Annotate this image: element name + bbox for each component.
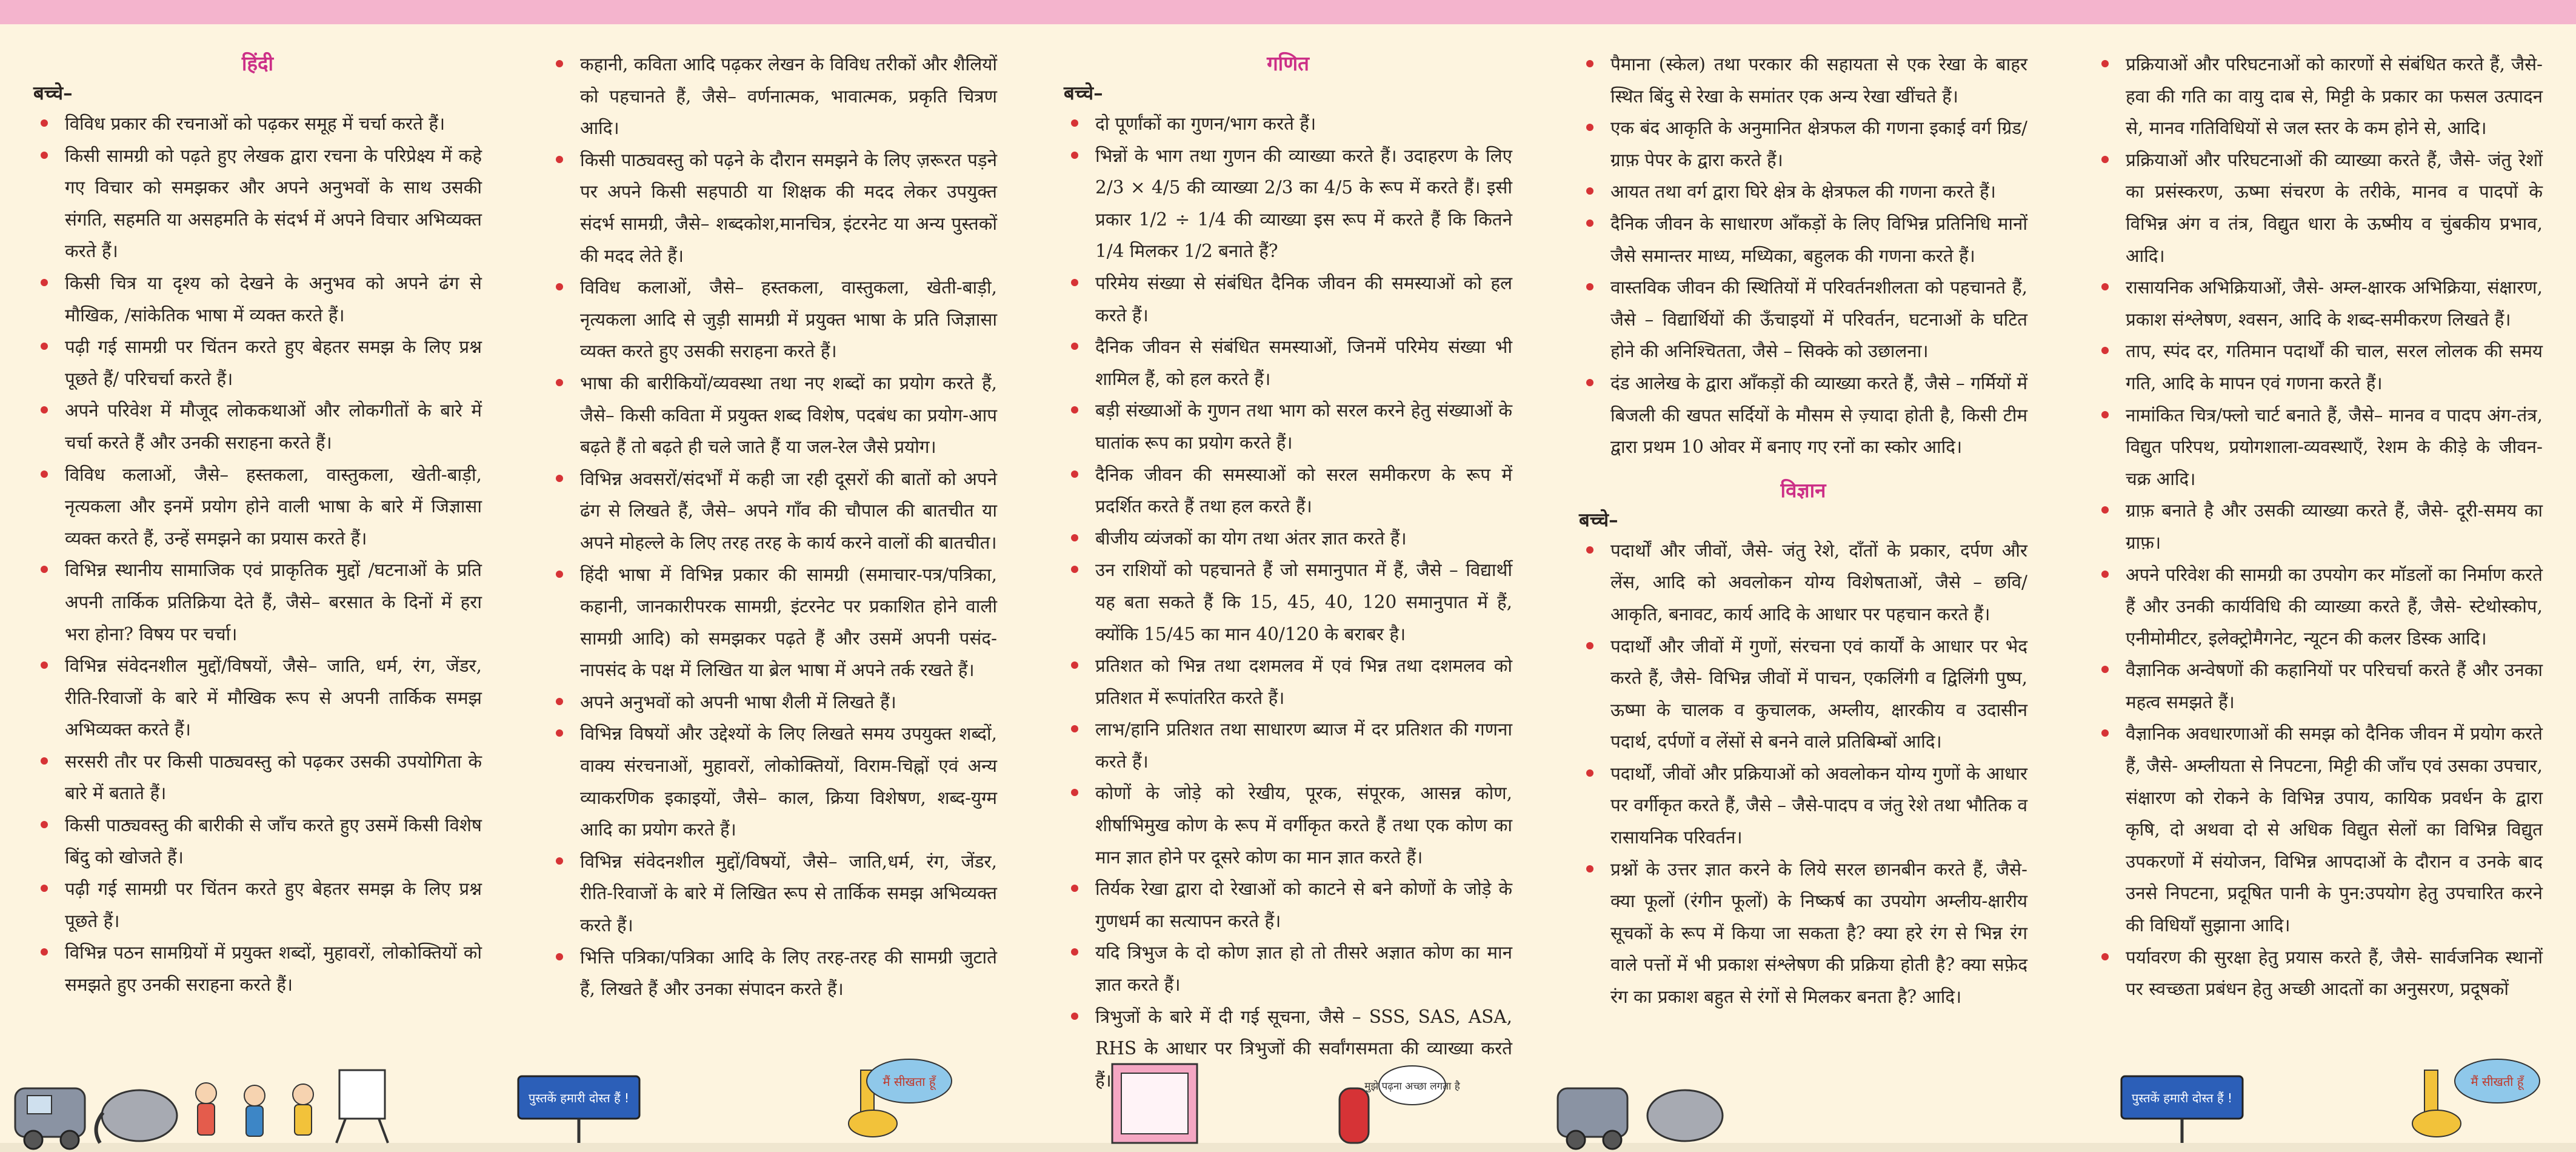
subject-heading-hindi: हिंदी: [241, 52, 274, 75]
list-item: लाभ/हानि प्रतिशत तथा साधारण ब्याज में दर प्रतिशत की गणना करते हैं।: [1064, 714, 1512, 777]
column-hindi-2: [549, 49, 997, 1005]
list-item: किसी पाठ्यवस्तु की बारीकी से जाँच करते हुए उसमें किसी विशेष बिंदु को खोजते हैं।: [33, 809, 482, 873]
list-item: अपने अनुभवों को अपनी भाषा शैली में लिखते हैं।: [549, 686, 997, 718]
list-item: कोणों के जोड़े को रेखीय, पूरक, संपूरक, आसन्न कोण, शीर्षाभिमुख कोण के रूप में वर्गीकृत करते हैं तथा एक कोण का मान ज्ञात होने पर दूसरे कोण का मान ज्ञात करते हैं।: [1064, 777, 1512, 873]
list-item: प्रतिशत को भिन्न तथा दशमलव में एवं भिन्न तथा दशमलव को प्रतिशत में रूपांतरित करते हैं।: [1064, 650, 1512, 714]
list-item: किसी पाठ्यवस्तु को पढ़ने के दौरान समझने के लिए ज़रूरत पड़ने पर अपने किसी सहपाठी या शिक्षक की मदद लेकर उपयुक्त संदर्भ सामग्री, जैसे– शब्दकोश,मानचित्र, इंटरनेट या अन्य पुस्तकों की मदद लेते हैं।: [549, 144, 997, 272]
list-item: दैनिक जीवन के साधारण आँकड़ों के लिए विभिन्न प्रतिनिधि मानों जैसे समान्तर माध्य, मध्यिका, बहुलक की गणना करते हैं।: [1579, 208, 2027, 272]
list-item: वैज्ञानिक अन्वेषणों की कहानियों पर परिचर्चा करते हैं और उनका महत्व समझते हैं।: [2094, 654, 2543, 718]
easel-illustration: [336, 1070, 388, 1143]
list-item: विविध कलाओं, जैसे– हस्तकला, वास्तुकला, खेती-बाड़ी, नृत्यकला और इनमें प्रयोग होने वाली भाषा के बारे में जिज्ञासा व्यक्त करते हैं, उन्हें समझने का प्रयास करते हैं।: [33, 459, 482, 555]
list-item: विविध प्रकार की रचनाओं को पढ़कर समूह में चर्चा करते हैं।: [33, 108, 482, 140]
train-illustration: [1558, 1088, 1627, 1149]
outcome-list: [1064, 108, 1512, 1096]
list-item: त्रिभुजों के बारे में दी गई सूचना, जैसे – SSS, SAS, ASA, RHS के आधार पर त्रिभुजों की सर्वांगसमता की व्याख्या करते हैं।: [1064, 1001, 1512, 1097]
list-item: पैमाना (स्केल) तथा परकार की सहायता से एक रेखा के बाहर स्थित बिंदु से रेखा के समांतर एक अन्य रेखा खींचते हैं।: [1579, 49, 2027, 112]
list-item: विभिन्न स्थानीय सामाजिक एवं प्राकृतिक मुद्दों /घटनाओं के प्रति अपनी तार्किक प्रतिक्रिया देते हैं, जैसे– बरसात के दिनों में हरा भरा होना? विषय पर चर्चा।: [33, 554, 482, 650]
ground-strip: [0, 1143, 2576, 1152]
learners-heading: बच्चे–: [1579, 509, 1618, 531]
list-item: बड़ी संख्याओं के गुणन तथा भाग को सरल करने हेतु संख्याओं के घातांक रूप का प्रयोग करते हैं।: [1064, 395, 1512, 458]
list-item: नामांकित चित्र/फ्लो चार्ट बनाते हैं, जैसे– मानव व पादप अंग-तंत्र, विद्युत परिपथ, प्रयोगशाला-व्यवस्थाएँ, रेशम के कीड़े के जीवन-चक्र आदि।: [2094, 400, 2543, 495]
subject-heading-maths: गणित: [1267, 52, 1309, 75]
list-item: विभिन्न विषयों और उद्देश्यों के लिए लिखते समय उपयुक्त शब्दों, वाक्य संरचनाओं, मुहावरों, लोकोक्तियों, विराम-चिह्नों एवं अन्य व्याकरणिक इकाइयों, जैसे– काल, क्रिया विशेषण, शब्द-युग्म आदि का प्रयोग करते हैं।: [549, 718, 997, 845]
list-item: प्रक्रियाओं और परिघटनाओं को कारणों से संबंधित करते हैं, जैसे- हवा की गति का वायु दाब से, मिट्टी के प्रकार का फसल उत्पादन से, मानव गतिविधियों से जल स्तर के कम होने से, आदि।: [2094, 49, 2543, 144]
list-item: भिन्नों के भाग तथा गुणन की व्याख्या करते हैं। उदाहरण के लिए 2/3 × 4/5 की व्याख्या 2/3 का 4/5 के रूप में करते हैं। इसी प्रकार 1/2 ÷ 1/4 की व्याख्या इस रूप में करते हैं कि कितने 1/4 मिलकर 1/2 बनाते हैं?: [1064, 140, 1512, 267]
list-item: दो पूर्णांकों का गुणन/भाग करते हैं।: [1064, 108, 1512, 140]
list-item: वास्तविक जीवन की स्थितियों में परिवर्तनशीलता को पहचानते हैं, जैसे – विद्यार्थियों की ऊँचाइयों में परिवर्तन, घटनाओं के घटित होने की अनिश्चितता, जैसे – सिक्के को उछालना।: [1579, 272, 2027, 367]
list-item: बीजीय व्यंजकों का योग तथा अंतर ज्ञात करते हैं।: [1064, 523, 1512, 555]
list-item: प्रश्नों के उत्तर ज्ञात करने के लिये सरल छानबीन करते हैं, जैसे- क्या फूलों (रंगीन फूलों) के निष्कर्ष का उपयोग अम्लीय-क्षारीय सूचकों के रूप में किया जा सकता है? क्या हरे रंग से भिन्न रंग वाले पत्तों में भी प्रकाश संश्लेषण की प्रक्रिया होती है? क्या सफ़ेद रंग का प्रकाश बहुत से रंगों से मिलकर बनता है? आदि।: [1579, 854, 2027, 1013]
list-item: पदार्थों और जीवों में गुणों, संरचना एवं कार्यों के आधार पर भेद करते हैं, जैसे- विभिन्न जीवों में पाचन, एकलिंगी व द्विलिंगी पुष्प, ऊष्मा के चालक व कुचालक, अम्लीय, क्षारकीय व उदासीन पदार्थ, दर्पणों व लेंसों से बनने वाले प्रतिबिम्बों आदि।: [1579, 631, 2027, 758]
column-maths: [1064, 49, 1512, 1096]
giraffe-illustration: [2412, 1070, 2461, 1137]
speech-bubble-text: मैं सीखती हूँ: [2471, 1074, 2524, 1089]
elephant-illustration: [1647, 1090, 1723, 1141]
column-hindi-1: [33, 49, 482, 1001]
list-item: कहानी, कविता आदि पढ़कर लेखन के विविध तरीकों और शैलियों को पहचानते हैं, जैसे– वर्णनात्मक, भावात्मक, प्रकृति चित्रण आदि।: [549, 49, 997, 144]
list-item: ताप, स्पंद दर, गतिमान पदार्थों की चाल, सरल लोलक की समय गति, आदि के मापन एवं गणना करते हैं।: [2094, 335, 2543, 399]
list-item: यदि त्रिभुज के दो कोण ज्ञात हो तो तीसरे अज्ञात कोण का मान ज्ञात करते हैं।: [1064, 937, 1512, 1000]
list-item: दंड आलेख के द्वारा आँकड़ों की व्याख्या करते हैं, जैसे – गर्मियों में बिजली की खपत सर्दियों के मौसम से ज़्यादा होती है, किसी टीम द्वारा प्रथम 10 ओवर में बनाए गए रनों का स्कोर आदि।: [1579, 367, 2027, 463]
list-item: अपने परिवेश में मौजूद लोककथाओं और लोकगीतों के बारे में चर्चा करते हैं और उनकी सराहना करते हैं।: [33, 395, 482, 458]
list-item: भाषा की बारीकियों/व्यवस्था तथा नए शब्दों का प्रयोग करते हैं, जैसे– किसी कविता में प्रयुक्त शब्द विशेष, पदबंध का प्रयोग-आप बढ़ते हैं तो बढ़ते ही चले जाते हैं या जल-रेल जैसे प्रयोग।: [549, 367, 997, 463]
signboard: [518, 1076, 639, 1143]
list-item: विभिन्न संवेदनशील मुद्दों/विषयों, जैसे– जाति,धर्म, रंग, जेंडर, रीति-रिवाजों के बारे में लिखित रूप से तार्किक समझ अभिव्यक्त करते हैं।: [549, 846, 997, 942]
list-item: पदार्थों और जीवों, जैसे- जंतु रेशे, दाँतों के प्रकार, दर्पण और लेंस, आदि को अवलोकन योग्य विशेषताओं, जैसे – छवि/ आकृति, बनावट, कार्य आदि के आधार पर पहचान करते हैं।: [1579, 535, 2027, 631]
board-illustration: [1112, 1064, 1197, 1143]
list-item: रासायनिक अभिक्रियाओं, जैसे- अम्ल-क्षारक अभिक्रिया, संक्षारण, प्रकाश संश्लेषण, श्वसन, आदि के शब्द-समीकरण लिखते हैं।: [2094, 272, 2543, 335]
list-item: पर्यावरण की सुरक्षा हेतु प्रयास करते हैं, जैसे- सार्वजनिक स्थानों पर स्वच्छता प्रबंधन हेतु अच्छी आदतों का अनुसरण, प्रदूषकों: [2094, 942, 2543, 1005]
column-maths-science: [1579, 49, 2027, 1013]
list-item: विभिन्न अवसरों/संदर्भों में कही जा रही दूसरों की बातों को अपने ढंग से लिखते हैं, जैसे– अपने गाँव की चौपाल की बातचीत या अपने मोहल्ले के लिए तरह तरह के कार्य करने वालों की बातचीत।: [549, 463, 997, 559]
children-illustration: [196, 1083, 313, 1136]
list-item: दैनिक जीवन की समस्याओं को सरल समीकरण के रूप में प्रदर्शित करते हैं तथा हल करते हैं।: [1064, 459, 1512, 523]
list-item: एक बंद आकृति के अनुमानित क्षेत्रफल की गणना इकाई वर्ग ग्रिड/ ग्राफ़ पेपर के द्वारा करते हैं।: [1579, 112, 2027, 176]
outcome-list: [549, 49, 997, 1005]
speech-bubble: [1364, 1066, 1460, 1105]
list-item: पढ़ी गई सामग्री पर चिंतन करते हुए बेहतर समझ के लिए प्रश्न पूछते हैं/ परिचर्चा करते हैं।: [33, 331, 482, 395]
list-item: प्रक्रियाओं और परिघटनाओं की व्याख्या करते हैं, जैसे- जंतु रेशों का प्रसंस्करण, ऊष्मा संचरण के तरीके, मानव व पादपों के विभिन्न अंग व तंत्र, विद्युत धारा के ऊष्मीय व चुंबकीय प्रभाव, आदि।: [2094, 144, 2543, 272]
list-item: तिर्यक रेखा द्वारा दो रेखाओं को काटने से बने कोणों के जोड़े के गुणधर्म का सत्यापन करते हैं।: [1064, 873, 1512, 937]
list-item: भित्ति पत्रिका/पत्रिका आदि के लिए तरह-तरह की सामग्री जुटाते हैं, लिखते हैं और उनका संपादन करते हैं।: [549, 942, 997, 1005]
postbox-illustration: [1340, 1088, 1369, 1143]
illustration-footer: [0, 1052, 2576, 1152]
speech-bubble: [2455, 1059, 2540, 1103]
outcome-list: [1579, 49, 2027, 463]
list-item: किसी सामग्री को पढ़ते हुए लेखक द्वारा रचना के परिप्रेक्ष्य में कहे गए विचार को समझकर और अपने अनुभवों के साथ उसकी संगति, सहमति या असहमति के संदर्भ में अपने विचार अभिव्यक्त करते हैं।: [33, 140, 482, 267]
speech-bubble-text: मुझे पढ़ना अच्छा लगता है: [1364, 1080, 1460, 1093]
list-item: दैनिक जीवन से संबंधित समस्याओं, जिनमें परिमेय संख्या भी शामिल हैं, को हल करते हैं।: [1064, 331, 1512, 395]
outcome-list: [33, 108, 482, 1001]
list-item: पढ़ी गई सामग्री पर चिंतन करते हुए बेहतर समझ के लिए प्रश्न पूछते हैं।: [33, 873, 482, 937]
signboard-text: पुस्तकें हमारी दोस्त हैं !: [2131, 1091, 2233, 1105]
speech-bubble-text: मैं सीखता हूँ: [883, 1074, 936, 1089]
signboard: [2121, 1076, 2243, 1143]
list-item: ग्राफ़ बनाते है और उसकी व्याख्या करते हैं, जैसे- दूरी-समय का ग्राफ़।: [2094, 495, 2543, 558]
learners-heading: बच्चे–: [1064, 82, 1103, 104]
list-item: आयत तथा वर्ग द्वारा घिरे क्षेत्र के क्षेत्रफल की गणना करते हैं।: [1579, 176, 2027, 208]
top-pink-band: [0, 0, 2576, 24]
list-item: उन राशियों को पहचानते हैं जो समानुपात में हैं, जैसे – विद्यार्थी यह बता सकते हैं कि 15, 45, 40, 120 समानुपात में हैं, क्योंकि 15/45 का मान 40/120 के बराबर है।: [1064, 554, 1512, 650]
list-item: अपने परिवेश की सामग्री का उपयोग कर मॉडलों का निर्माण करते हैं और उनकी कार्यविधि की व्याख्या करते हैं, जैसे- स्टेथोस्कोप, एनीमोमीटर, इलेक्ट्रोमैगनेट, न्यूटन की कलर डिस्क आदि।: [2094, 559, 2543, 655]
list-item: परिमेय संख्या से संबंधित दैनिक जीवन की समस्याओं को हल करते हैं।: [1064, 267, 1512, 331]
list-item: पदार्थों, जीवों और प्रक्रियाओं को अवलोकन योग्य गुणों के आधार पर वर्गीकृत करते हैं, जैसे – जैसे-पादप व जंतु रेशे तथा भौतिक व रासायनिक परिवर्तन।: [1579, 758, 2027, 854]
list-item: विभिन्न पठन सामग्रियों में प्रयुक्त शब्दों, मुहावरों, लोकोक्तियों को समझते हुए उनकी सराहना करते हैं।: [33, 937, 482, 1000]
outcome-list: [1579, 535, 2027, 1013]
speech-bubble: [867, 1059, 952, 1103]
signboard-text: पुस्तकें हमारी दोस्त हैं !: [528, 1091, 630, 1105]
list-item: हिंदी भाषा में विभिन्न प्रकार की सामग्री (समाचार-पत्र/पत्रिका, कहानी, जानकारीपरक सामग्री, इंटरनेट पर प्रकाशित होने वाली सामग्री आदि) को समझकर पढ़ते हैं और उसमें अपनी पसंद-नापसंद के पक्ष में लिखित या ब्रेल भाषा में अपने तर्क रखते हैं।: [549, 559, 997, 686]
list-item: सरसरी तौर पर किसी पाठ्यवस्तु को पढ़कर उसकी उपयोगिता के बारे में बताते हैं।: [33, 746, 482, 809]
elephant-illustration: [96, 1090, 177, 1143]
list-item: विविध कलाओं, जैसे– हस्तकला, वास्तुकला, खेती-बाड़ी, नृत्यकला आदि से जुड़ी सामग्री में प्रयुक्त भाषा के प्रति जिज्ञासा व्यक्त करते हुए उसकी सराहना करते हैं।: [549, 272, 997, 367]
subject-heading-science: विज्ञान: [1780, 478, 1826, 502]
learners-heading: बच्चे–: [33, 82, 73, 104]
train-illustration: [15, 1088, 85, 1149]
list-item: विभिन्न संवेदनशील मुद्दों/विषयों, जैसे– जाति, धर्म, रंग, जेंडर, रीति-रिवाजों के बारे में मौखिक रूप से अपनी तार्किक समझ अभिव्यक्त करते हैं।: [33, 650, 482, 746]
list-item: वैज्ञानिक अवधारणाओं की समझ को दैनिक जीवन में प्रयोग करते हैं, जैसे- अम्लीयता से निपटना, मिट्टी की जाँच एवं उसका उपचार, संक्षारण को रोकने के विभिन्न उपाय, कायिक प्रवर्धन के द्वारा कृषि, दो अथवा दो से अधिक विद्युत सेलों का विभिन्न विद्युत उपकरणों में संयोजन, विभिन्न आपदाओं के दौरान व उनके बाद उनसे निपटना, प्रदूषित पानी के पुन:उपयोग हेतु उपचारित करने की विधियाँ सुझाना आदि।: [2094, 718, 2543, 941]
list-item: किसी चित्र या दृश्य को देखने के अनुभव को अपने ढंग से मौखिक, /सांकेतिक भाषा में व्यक्त करते हैं।: [33, 267, 482, 331]
column-science: [2094, 49, 2543, 1005]
outcome-list: [2094, 49, 2543, 1005]
section-gap: [1579, 463, 2027, 475]
